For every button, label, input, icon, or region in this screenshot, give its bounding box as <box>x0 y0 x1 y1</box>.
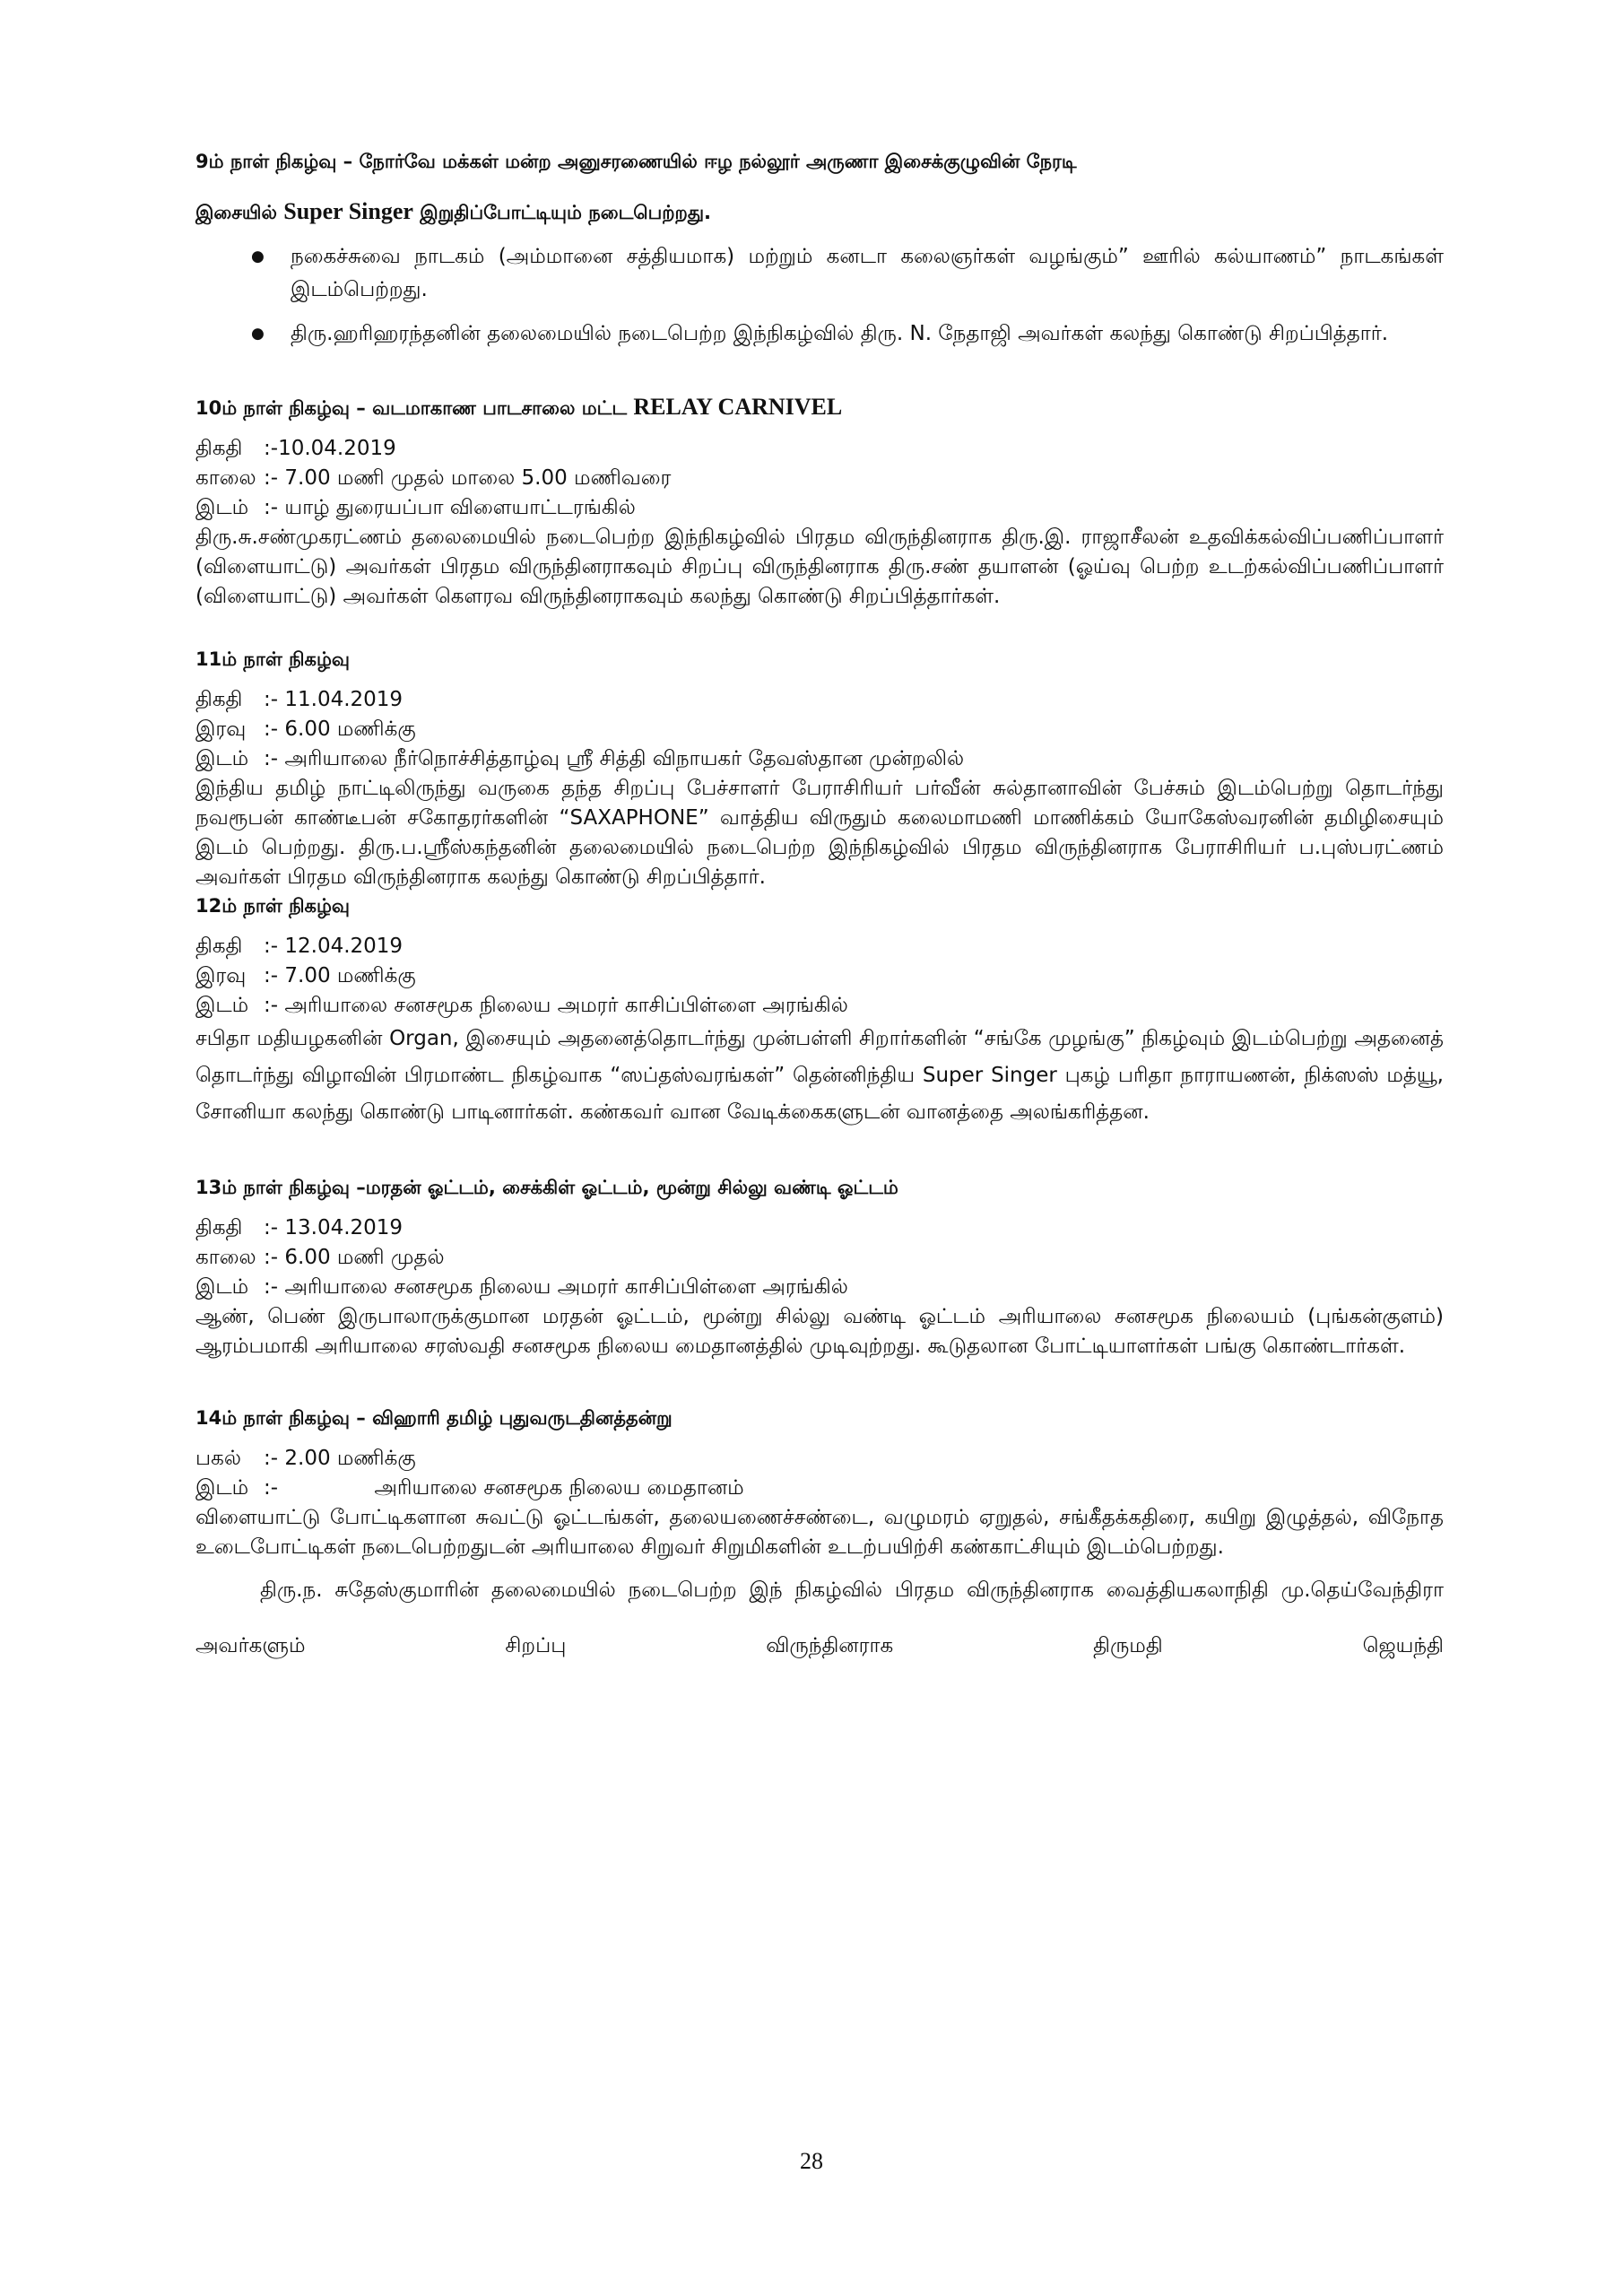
section-12-body: சபிதா மதியழகனின் Organ, இசையும் அதனைத்தொடர்ந்து முன்பள்ளி சிறார்களின் “சங்கே முழங்கு” நிகழ்வும் இடம்பெற்று அதனைத் தொடர்ந்து விழாவின் பிரமாண்ட நிகழ்வாக “ஸப்தஸ்வரங்கள்” தென்னிந்திய Super Singer புகழ் பரிதா நாராயணன், நிக்ஸஸ் மத்யூ, சோனியா கலந்து கொண்டு பாடினார்கள். கண்கவர் வான வேடிக்கைகளுடன் வானத்தை அலங்கரித்தன. <box>195 1027 1444 1124</box>
section-14-body-continued: திரு.ந. சுதேஸ்குமாரின் தலைமையில் நடைபெற்ற இந் நிகழ்வில் பிரதம விருந்தினராக வைத்தியகலாநிதி மு.தெய்வேந்திரா அவர்களும் சிறப்பு விருந்தினராக திருமதி ஜெயந்தி <box>195 1578 1444 1657</box>
meta-row-date: திகதி :- 13.04.2019 <box>195 1216 404 1239</box>
meta-row-time: இரவு :- 6.00 மணிக்கு <box>195 718 416 741</box>
section-11-body: இந்திய தமிழ் நாட்டிலிருந்து வருகை தந்த சிறப்பு பேச்சாளர் பேராசிரியர் பர்வீன் சுல்தானாவின் பேச்சும் இடம்பெற்று தொடர்ந்து நவரூபன் காண்டீபன் சகோதரர்களின் “SAXAPHONE” வாத்திய விருதும் கலைமாமணி மாணிக்கம் யோகேஸ்வரனின் தமிழிசையும் இடம் பெற்றது. திரு.ப.ஸ்ரீஸ்கந்தனின் தலைமையில் நடைபெற்ற இந்நிகழ்வில் பிரதம விருந்தினராக பேராசிரியர் ப.புஸ்பரட்ணம் அவர்கள் பிரதம விருந்தினராக கலந்து கொண்டு சிறப்பித்தார். <box>195 777 1444 889</box>
section-13-body: ஆண், பெண் இருபாலாருக்குமான மரதன் ஓட்டம், மூன்று சில்லு வண்டி ஓட்டம் அரியாலை சனசமூக நிலையம் (புங்கன்குளம்) ஆரம்பமாகி அரியாலை சரஸ்வதி சனசமூக நிலைய மைதானத்தில் முடிவுற்றது. கூடுதலான போட்டியாளர்கள் பங்கு கொண்டார்கள். <box>195 1305 1444 1358</box>
section-13-heading: 13ம் நாள் நிகழ்வு –மரதன் ஓட்டம், சைக்கிள் ஓட்டம், மூன்று சில்லு வண்டி ஓட்டம் <box>195 1177 898 1198</box>
meta-row-venue: இடம் :- அரியாலை சனசமூக நிலைய அமரர் காசிப்பிள்ளை அரங்கில் <box>195 1275 848 1299</box>
meta-row-date: திகதி :- 11.04.2019 <box>195 688 404 711</box>
section-10-body: திரு.சு.சண்முகரட்ணம் தலைமையில் நடைபெற்ற இந்நிகழ்வில் பிரதம விருந்தினராக திரு.இ. ராஜாசீலன் உதவிக்கல்விப்பணிப்பாளர் (விளையாட்டு) அவர்கள் பிரதம விருந்தினராகவும் சிறப்பு விருந்தினராக திரு.சண் தயாளன் (ஓய்வு பெற்ற உடற்கல்விப்பணிப்பாளர் (விளையாட்டு) அவர்கள் கௌரவ விருந்தினராகவும் கலந்து கொண்டு சிறப்பித்தார்கள். <box>195 526 1444 608</box>
page-number: 28 <box>800 2148 823 2174</box>
section-14-body: விளையாட்டு போட்டிகளான சுவட்டு ஓட்டங்கள், தலையணைச்சண்டை, வழுமரம் ஏறுதல், சங்கீதக்கதிரை, கயிறு இழுத்தல், விநோத உடைபோட்டிகள் நடைபெற்றதுடன் அரியாலை சிறுவர் சிறுமிகளின் உடற்பயிற்சி கண்காட்சியும் இடம்பெற்றது. <box>195 1506 1444 1559</box>
bullet-item: ● திரு.ஹரிஹரந்தனின் தலைமையில் நடைபெற்ற இந்நிகழ்வில் திரு. N. நேதாஜி அவர்கள் கலந்து கொண்டு சிறப்பித்தார். <box>195 317 1444 351</box>
section-10-heading: 10ம் நாள் நிகழ்வு – வடமாகாண பாடசாலை மட்ட RELAY CARNIVEL <box>195 394 843 420</box>
section-9-bullet-list <box>195 240 1444 351</box>
section-9-heading-line2: இசையில் Super Singer இறுதிப்போட்டியும் நடைபெற்றது. <box>195 198 712 224</box>
meta-row-venue: இடம் :- யாழ் துரையப்பா விளையாட்டரங்கில் <box>195 496 636 519</box>
section-11-heading: 11ம் நாள் நிகழ்வு <box>195 648 350 670</box>
meta-row-venue: இடம் :- அரியாலை சனசமூக நிலைய அமரர் காசிப்பிள்ளை அரங்கில் <box>195 994 848 1017</box>
meta-row-time: காலை :- 6.00 மணி முதல் <box>195 1246 445 1269</box>
section-12-heading: 12ம் நாள் நிகழ்வு <box>195 895 350 917</box>
meta-row-time: பகல் :- 2.00 மணிக்கு <box>195 1447 416 1470</box>
meta-row-venue: இடம் :- அரியாலை நீர்நொச்சித்தாழ்வு ஸ்ரீ சித்தி விநாயகர் தேவஸ்தான முன்றலில் <box>195 747 965 770</box>
meta-row-venue: இடம் :- அரியாலை சனசமூக நிலைய மைதானம் <box>195 1476 744 1500</box>
meta-row-time: இரவு :- 7.00 மணிக்கு <box>195 964 416 987</box>
meta-row-time: காலை :- 7.00 மணி முதல் மாலை 5.00 மணிவரை <box>195 466 672 490</box>
document-page <box>195 148 1444 1674</box>
section-14-heading: 14ம் நாள் நிகழ்வு – விஹாரி தமிழ் புதுவருடதினத்தன்று <box>195 1407 673 1429</box>
meta-row-date: திகதி :- 12.04.2019 <box>195 935 404 958</box>
meta-row-date: திகதி :-10.04.2019 <box>195 437 396 460</box>
bullet-item: ● நகைச்சுவை நாடகம் (அம்மானை சத்தியமாக) மற்றும் கனடா கலைஞர்கள் வழங்கும்” ஊரில் கல்யாணம்” நாடகங்கள் இடம்பெற்றது. <box>195 240 1444 307</box>
section-9-heading-line1: 9ம் நாள் நிகழ்வு – நோர்வே மக்கள் மன்ற அனுசரணையில் ஈழ நல்லூர் அருணா இசைக்குழுவின் நேரடி <box>195 151 1077 172</box>
